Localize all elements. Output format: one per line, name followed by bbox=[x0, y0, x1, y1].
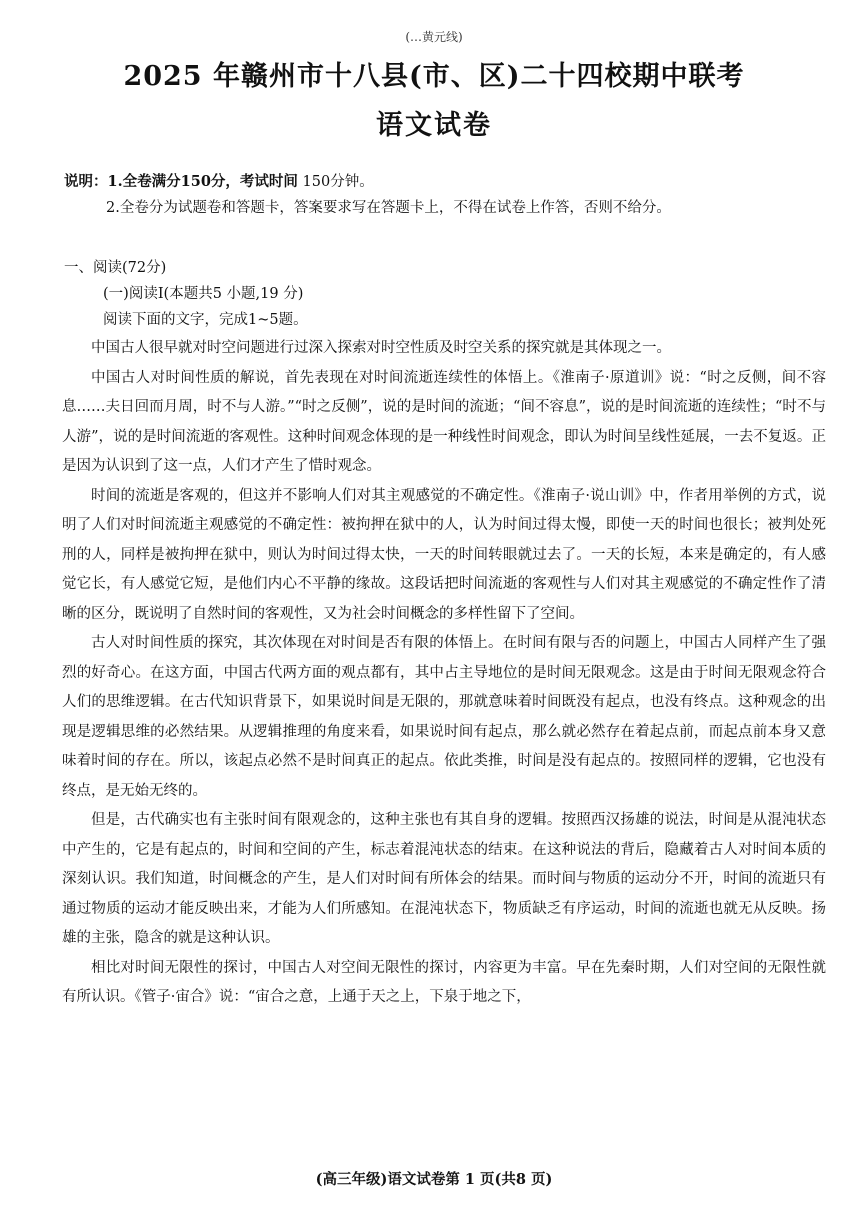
exam-title: 2025 年赣州市十八县(市、区)二十四校期中联考 bbox=[123, 61, 745, 92]
instruction-line-2: 2.全卷分为试题卷和答题卡，答案要求写在答题卡上，不得在试卷上作答，否则不给分。 bbox=[106, 200, 671, 216]
reading-instruction: 阅读下面的文字，完成1~5题。 bbox=[103, 312, 308, 328]
top-mark: (…黄元线) bbox=[405, 30, 463, 44]
instruction-label: 说明： bbox=[64, 173, 108, 190]
passage-paragraph: 时间的流逝是客观的，但这并不影响人们对其主观感觉的不确定性。《淮南子·说山训》中，作者用举例的方式，说明了人们对时间流逝主观感觉的不确定性：被拘押在狱中的人，认为时间过得太慢，即使一天的时间也很长；被判处死刑的人，同样是被拘押在狱中，则认为时间过得太快，一天的时间转眼就过去了。一天的长短，本来是确定的，有人感觉它长，有人感觉它短，是他们内心不平静的缘故。这段话把时间流逝的客观性与人们对其主观感觉的不确定性作了清晰的区分，既说明了自然时间的客观性，又为社会时间概念的多样性留下了空间。 bbox=[62, 487, 826, 622]
passage-paragraph: 古人对时间性质的探究，其次体现在对时间是否有限的体悟上。在时间有限与否的问题上，中国古人同样产生了强烈的好奇心。在这方面，中国古代两方面的观点都有，其中占主导地位的是时间无限观念。这是由于时间无限观念符合人们的思维逻辑。在古代知识背景下，如果说时间是无限的，那就意味着时间既没有起点，也没有终点。这种观念的出现是逻辑思维的必然结果。从逻辑推理的角度来看，如果说时间有起点，那么就必然存在着起点前，而起点前本身又意味着时间的存在。所以，该起点必然不是时间真正的起点。依此类推，时间是没有起点的。按照同样的逻辑，它也没有终点，是无始无终的。 bbox=[62, 635, 826, 799]
instruction-item-1-strong: 1.全卷满分150分，考试时间 bbox=[107, 173, 298, 190]
section-heading: 一、阅读(72分) bbox=[64, 260, 167, 276]
passage-paragraph: 中国古人对时间性质的解说，首先表现在对时间流逝连续性的体悟上。《淮南子·原道训》说：“时之反侧，间不容息……夫日回而月周，时不与人游。”“时之反侧”，说的是时间的流逝；“间不容息”，说的是时间流逝的连续性；“时不与人游”，说的是时间流逝的客观性。这种时间观念体现的是一种线性时间观念，即认为时间呈线性延展，一去不复返。正是因为认识到了这一点，人们才产生了惜时观念。 bbox=[62, 369, 826, 474]
instructions-block bbox=[64, 170, 824, 222]
instruction-line-1 bbox=[64, 170, 824, 196]
passage-text bbox=[62, 334, 826, 1013]
passage-paragraph: 中国古人很早就对时空问题进行过深入探索对时空性质及时空关系的探究就是其体现之一。 bbox=[91, 340, 671, 356]
instruction-item-1-rest: 150分钟。 bbox=[297, 174, 374, 190]
exam-subtitle: 语文试卷 bbox=[376, 110, 492, 141]
page-footer: (高三年级)语文试卷第 1 页(共8 页) bbox=[315, 1171, 553, 1188]
passage-paragraph: 相比对时间无限性的探讨，中国古人对空间无限性的探讨，内容更为丰富。早在先秦时期，人们对空间的无限性就有所认识。《管子·宙合》说：“宙合之意，上通于天之上，下泉于地之下， bbox=[62, 959, 826, 1005]
passage-paragraph: 但是，古代确实也有主张时间有限观念的，这种主张也有其自身的逻辑。按照西汉扬雄的说法，时间是从混沌状态中产生的，它是有起点的，时间和空间的产生，标志着混沌状态的结束。在这种说法的背后，隐藏着古人对时间本质的深刻认识。我们知道，时间概念的产生，是人们对时间有所体会的结果。而时间与物质的运动分不开，时间的流逝只有通过物质的运动才能反映出来，才能为人们所感知。在混沌状态下，物质缺乏有序运动，时间的流逝也就无从反映。扬雄的主张，隐含的就是这种认识。 bbox=[62, 812, 826, 946]
section-subheading: (一)阅读Ⅰ(本题共5 小题,19 分) bbox=[103, 286, 304, 302]
